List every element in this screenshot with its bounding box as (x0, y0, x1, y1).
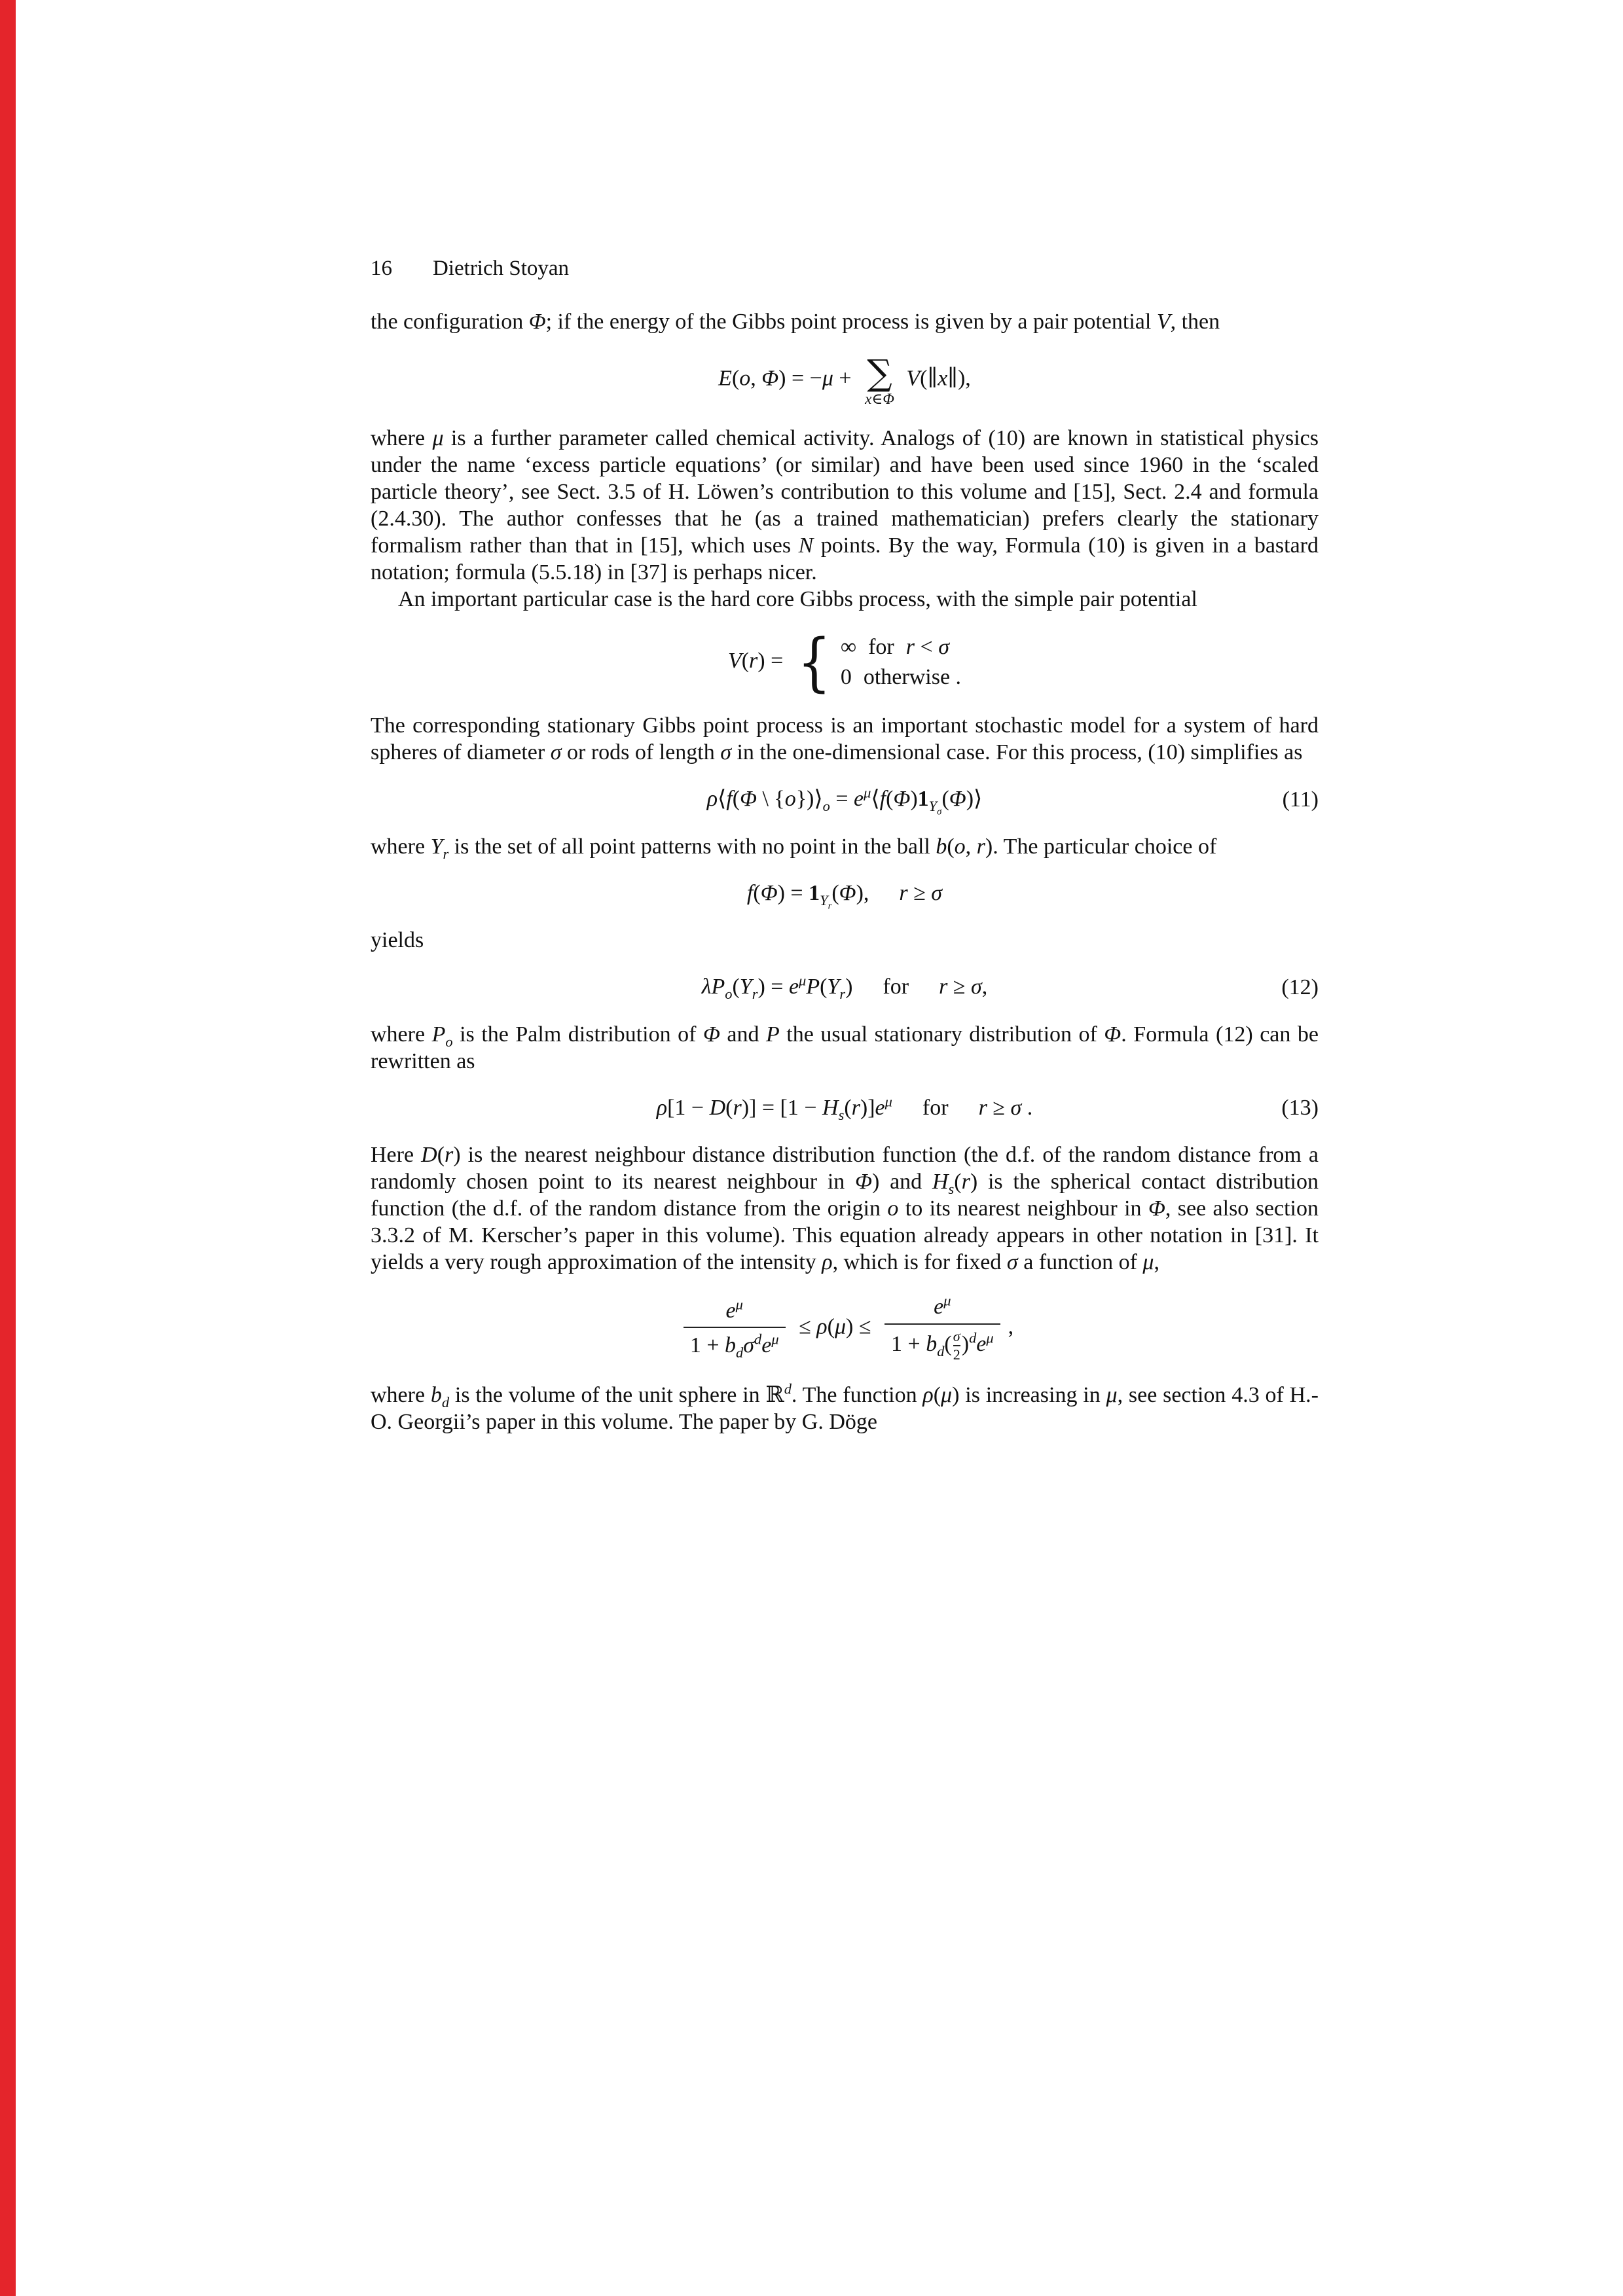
equation-body: E(o, Φ) = −μ + ∑ x∈Φ V(∥x∥), (718, 352, 971, 408)
equation-number-13: (13) (1281, 1095, 1319, 1120)
paragraph-distribution-functions: Here D(r) is the nearest neighbour distance distribution function (the d.f. of the random distance from a randomly chosen point to its nearest neighbour in Φ) and $H_s(r)$ is the spherical contact distribution function (the d.f. of the random distance from the origin o to its nearest neighbour in Φ, see also section 3.3.2 of M. Kerscher’s paper in this volume). This equation already appears in other notation in [31]. It yields a very rough approximation of the intensity ρ, which is for fixed σ a function of μ, (371, 1143, 1319, 1275)
equation-body: $\rho[1 - D(r)] = [1 - H_s(r)]e^\mu$ for r ≥ σ . (656, 1093, 1033, 1123)
paragraph-palm-distribution: where $P_o$ is the Palm distribution of Φ and P the usual stationary distribution of Φ. Formula (12) can be rewritten as (371, 1022, 1319, 1073)
equation-body: $\frac{e^\mu}{1 + b_d\sigma^de^\mu}$ ≤ ρ(μ) ≤ $e^\mu$ $1 + b_d$( $\frac{\sigma}{2}$ )$^de^\mu$ , (676, 1295, 1013, 1362)
equation-number-11: (11) (1282, 787, 1319, 812)
equation-number-12: (12) (1281, 975, 1319, 999)
running-author: Dietrich Stoyan (433, 257, 570, 280)
paragraph-unit-sphere: where $b_d$ is the volume of the unit sphere in ℝ$^d$. The function ρ(μ) is increasing in μ, see section 4.3 of H.-O. Georgii’s paper in this volume. The paper by G. Döge (371, 1380, 1319, 1434)
page-number: 16 (371, 257, 392, 280)
paragraph-intro: the configuration Φ; if the energy of the Gibbs point process is given by a pair potential V, then (371, 310, 1220, 334)
paragraph-hard-core: An important particular case is the hard core Gibbs process, with the simple pair potential (398, 587, 1197, 612)
equation-body: V(r) = { ∞ for r < σ 0 otherwise . (727, 625, 962, 699)
equation-13 (371, 1094, 1319, 1122)
equation-pair-potential (371, 625, 1319, 699)
equation-11 (371, 784, 1319, 817)
paragraph-stationary-model: The corresponding stationary Gibbs point process is an important stochastic model for a system of hard spheres of diameter σ or rods of length σ in the one-dimensional case. For this process, (10) simplifies as (371, 713, 1319, 765)
left-edge-stripe (0, 0, 16, 2296)
equation-indicator-choice (371, 880, 1319, 912)
equation-12 (371, 973, 1319, 1001)
paragraph-yields: yields (371, 928, 424, 953)
paragraph-point-patterns: where $Y_r$ is the set of all point patterns with no point in the ball b(o, r). The particular choice of (371, 834, 1217, 862)
running-header (371, 257, 1319, 281)
equation-body: $\lambda P_o(Y_r) = e^\mu P(Y_r)$ for r ≥ σ, (701, 972, 988, 1003)
paragraph-chemical-activity: where μ is a further parameter called chemical activity. Analogs of (10) are known in statistical physics under the name ‘excess particle equations’ (or similar) and have been used since 1960 in the ‘scaled particle theory’, see Sect. 3.5 of H. Löwen’s contribution to this volume and [15], Sect. 2.4 and formula (2.4.30). The author confesses that he (as a trained mathematician) prefers clearly the stationary formalism rather than that in [15], which uses N points. By the way, Formula (10) is given in a bastard notation; formula (5.5.18) in [37] is perhaps nicer. (371, 426, 1319, 585)
equation-energy (371, 352, 1319, 408)
equation-intensity-bounds (371, 1292, 1319, 1363)
page-content (371, 257, 1319, 1435)
equation-body: $f(\Phi) = 1_{Y_r}(\Phi)$, r ≥ σ (746, 880, 943, 912)
equation-body: ρ⟨f(Φ \ $\{o\})⟩_o$ = $e^\mu⟨f(\Phi)1_{Y_\sigma}(\Phi)⟩$ (706, 784, 983, 817)
